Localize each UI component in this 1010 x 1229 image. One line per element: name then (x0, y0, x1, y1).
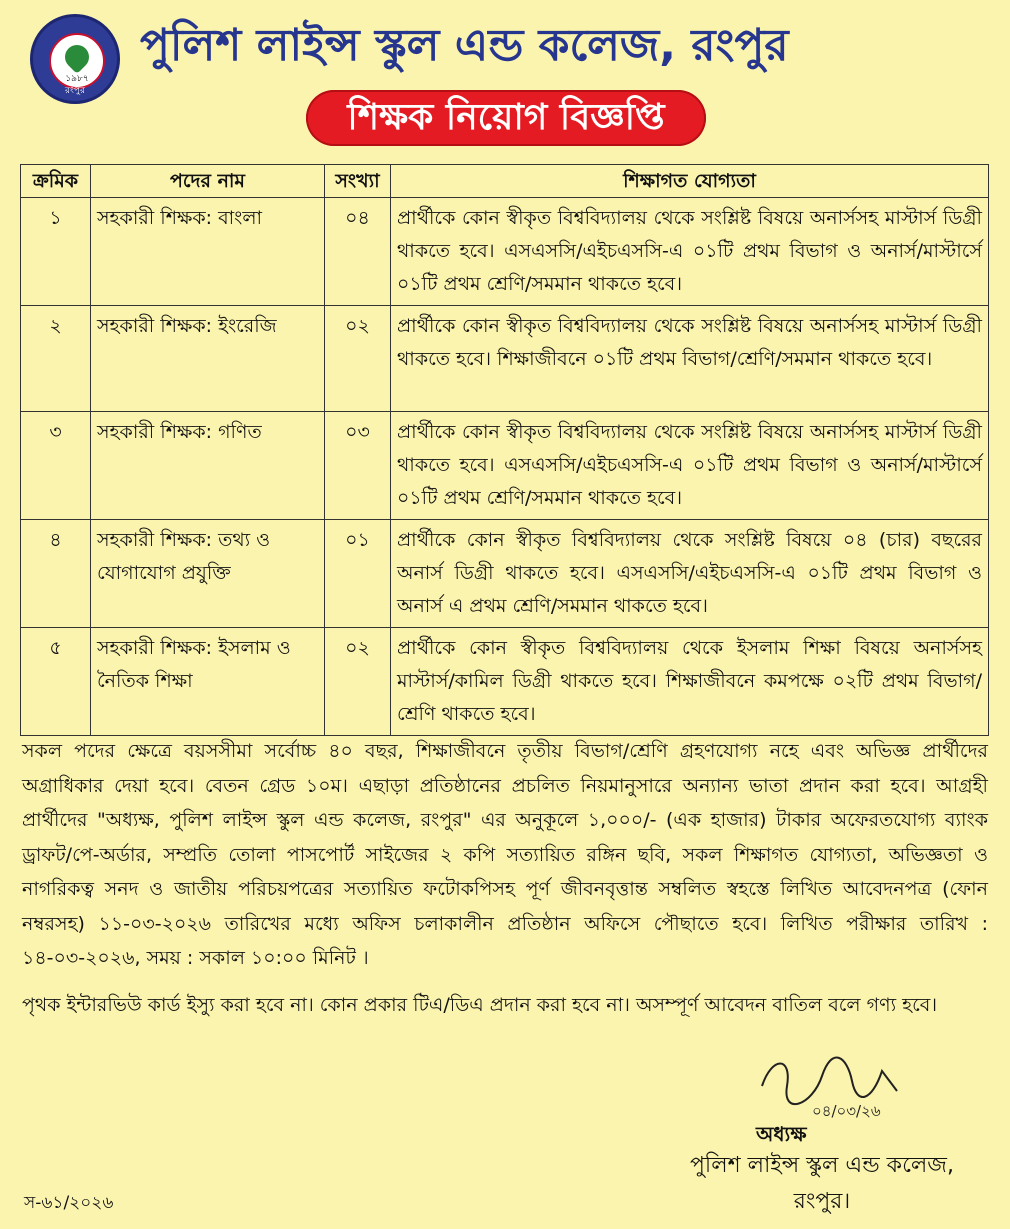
signatory-designation: অধ্যক্ষ (756, 1122, 807, 1146)
logo-city: রংপুর (65, 86, 85, 96)
row-count: ০১ (325, 520, 391, 628)
table-row (21, 628, 989, 736)
signatory-organization (652, 1148, 992, 1220)
college-logo (30, 14, 120, 104)
row-post: সহকারী শিক্ষক: বাংলা (91, 198, 325, 306)
college-title: পুলিশ লাইন্স স্কুল এন্ড কলেজ, রংপুর (140, 20, 789, 71)
header-serial: ক্রমিক (21, 165, 91, 198)
row-count: ০২ (325, 306, 391, 412)
row-serial: ৪ (21, 520, 91, 628)
row-count: ০৩ (325, 412, 391, 520)
row-qualification: প্রার্থীকে কোন স্বীকৃত বিশ্ববিদ্যালয় থেকে ইসলাম শিক্ষা বিষয়ে অনার্সসহ মাস্টার্স/কামিল ডিগ্রী থাকতে হবে। শিক্ষাজীবনে কমপক্ষে ০২টি প্রথম বিভাগ/শ্রেণি থাকতে হবে। (391, 628, 989, 736)
logo-emblem (49, 33, 105, 89)
row-serial: ২ (21, 306, 91, 412)
row-post: সহকারী শিক্ষক: তথ্য ও যোগাযোগ প্রযুক্তি (91, 520, 325, 628)
memo-number: স-৬১/২০২৬ (24, 1193, 114, 1213)
notes-paragraph: পৃথক ইন্টারভিউ কার্ড ইস্যু করা হবে না। কোন প্রকার টিএ/ডিএ প্রদান করা হবে না। অসম্পূর্ণ আবেদন বাতিল বলে গণ্য হবে। (22, 994, 938, 1016)
table-header-row (21, 165, 989, 198)
row-qualification: প্রার্থীকে কোন স্বীকৃত বিশ্ববিদ্যালয় থেকে সংশ্লিষ্ট বিষয়ে অনার্সসহ মাস্টার্স ডিগ্রী থাকতে হবে। এসএসসি/এইচএসসি-এ ০১টি প্রথম বিভাগ ও অনার্স/মাস্টার্সে ০১টি প্রথম শ্রেণি/সমমান থাকতে হবে। (391, 198, 989, 306)
row-serial: ১ (21, 198, 91, 306)
row-post: সহকারী শিক্ষক: ইসলাম ও নৈতিক শিক্ষা (91, 628, 325, 736)
notice-title: শিক্ষক নিয়োগ বিজ্ঞপ্তি (306, 90, 706, 146)
header-post: পদের নাম (91, 165, 325, 198)
signatory-org-name: পুলিশ লাইন্স স্কুল এন্ড কলেজ, (690, 1153, 954, 1178)
leaf-icon (60, 40, 94, 74)
table-row (21, 520, 989, 628)
row-qualification: প্রার্থীকে কোন স্বীকৃত বিশ্ববিদ্যালয় থেকে সংশ্লিষ্ট বিষয়ে অনার্সসহ মাস্টার্স ডিগ্রী থাকতে হবে। শিক্ষাজীবনে ০১টি প্রথম বিভাগ/শ্রেণি/সমমান থাকতে হবে। (391, 306, 989, 412)
header-count: সংখ্যা (325, 165, 391, 198)
row-count: ০২ (325, 628, 391, 736)
terms-paragraph: সকল পদের ক্ষেত্রে বয়সসীমা সর্বোচ্চ ৪০ বছর, শিক্ষাজীবনে তৃতীয় বিভাগ/শ্রেণি গ্রহণযোগ্য নহে এবং অভিজ্ঞ প্রার্থীদের অগ্রাধিকার দেয়া হবে। বেতন গ্রেড ১০ম। এছাড়া প্রতিষ্ঠানের প্রচলিত নিয়মানুসারে অন্যান্য ভাতা প্রদান করা হবে। আগ্রহী প্রার্থীদের "অধ্যক্ষ, পুলিশ লাইন্স স্কুল এন্ড কলেজ, রংপুর" এর অনুকূলে ১,০০০/- (এক হাজার) টাকার অফেরতযোগ্য ব্যাংক ড্রাফট/পে-অর্ডার, সম্প্রতি তোলা পাসপোর্ট সাইজের ২ কপি সত্যায়িত রঙ্গিন ছবি, সকল শিক্ষাগত যোগ্যতা, অভিজ্ঞতা ও নাগরিকত্ব সনদ ও জাতীয় পরিচয়পত্রের সত্যায়িত ফটোকপিসহ পূর্ণ জীবনবৃত্তান্ত সম্বলিত স্বহস্তে লিখিত আবেদনপত্র (ফোন নম্বরসহ) ১১-০৩-২০২৬ তারিখের মধ্যে অফিস চলাকালীন প্রতিষ্ঠান অফিসে পৌছাতে হবে। লিখিত পরীক্ষার তারিখ : ১৪-০৩-২০২৬, সময় : সকাল ১০:০০ মিনিট । (22, 740, 988, 969)
table-row (21, 412, 989, 520)
posts-table (20, 164, 989, 736)
header-qualification: শিক্ষাগত যোগ্যতা (391, 165, 989, 198)
signature-date: ০৪/০৩/২৬ (812, 1102, 881, 1120)
row-serial: ৩ (21, 412, 91, 520)
signature-scribble (752, 1046, 932, 1126)
signatory-city: রংপুর। (793, 1189, 851, 1214)
row-serial: ৫ (21, 628, 91, 736)
notice-header (0, 0, 1010, 162)
row-qualification: প্রার্থীকে কোন স্বীকৃত বিশ্ববিদ্যালয় থেকে সংশ্লিষ্ট বিষয়ে ০৪ (চার) বছরের অনার্স ডিগ্রী থাকতে হবে। এসএসসি/এইচএসসি-এ ০১টি প্রথম বিভাগ ও অনার্স এ প্রথম শ্রেণি/সমমান থাকতে হবে। (391, 520, 989, 628)
logo-year: ১৯৮৭ (65, 74, 89, 84)
table-row (21, 198, 989, 306)
row-qualification: প্রার্থীকে কোন স্বীকৃত বিশ্ববিদ্যালয় থেকে সংশ্লিষ্ট বিষয়ে অনার্সসহ মাস্টার্স ডিগ্রী থাকতে হবে। এসএসসি/এইচএসসি-এ ০১টি প্রথম বিভাগ ও অনার্স/মাস্টার্সে ০১টি প্রথম শ্রেণি/সমমান থাকতে হবে। (391, 412, 989, 520)
table-row (21, 306, 989, 412)
row-post: সহকারী শিক্ষক: ইংরেজি (91, 306, 325, 412)
row-post: সহকারী শিক্ষক: গণিত (91, 412, 325, 520)
row-count: ০৪ (325, 198, 391, 306)
